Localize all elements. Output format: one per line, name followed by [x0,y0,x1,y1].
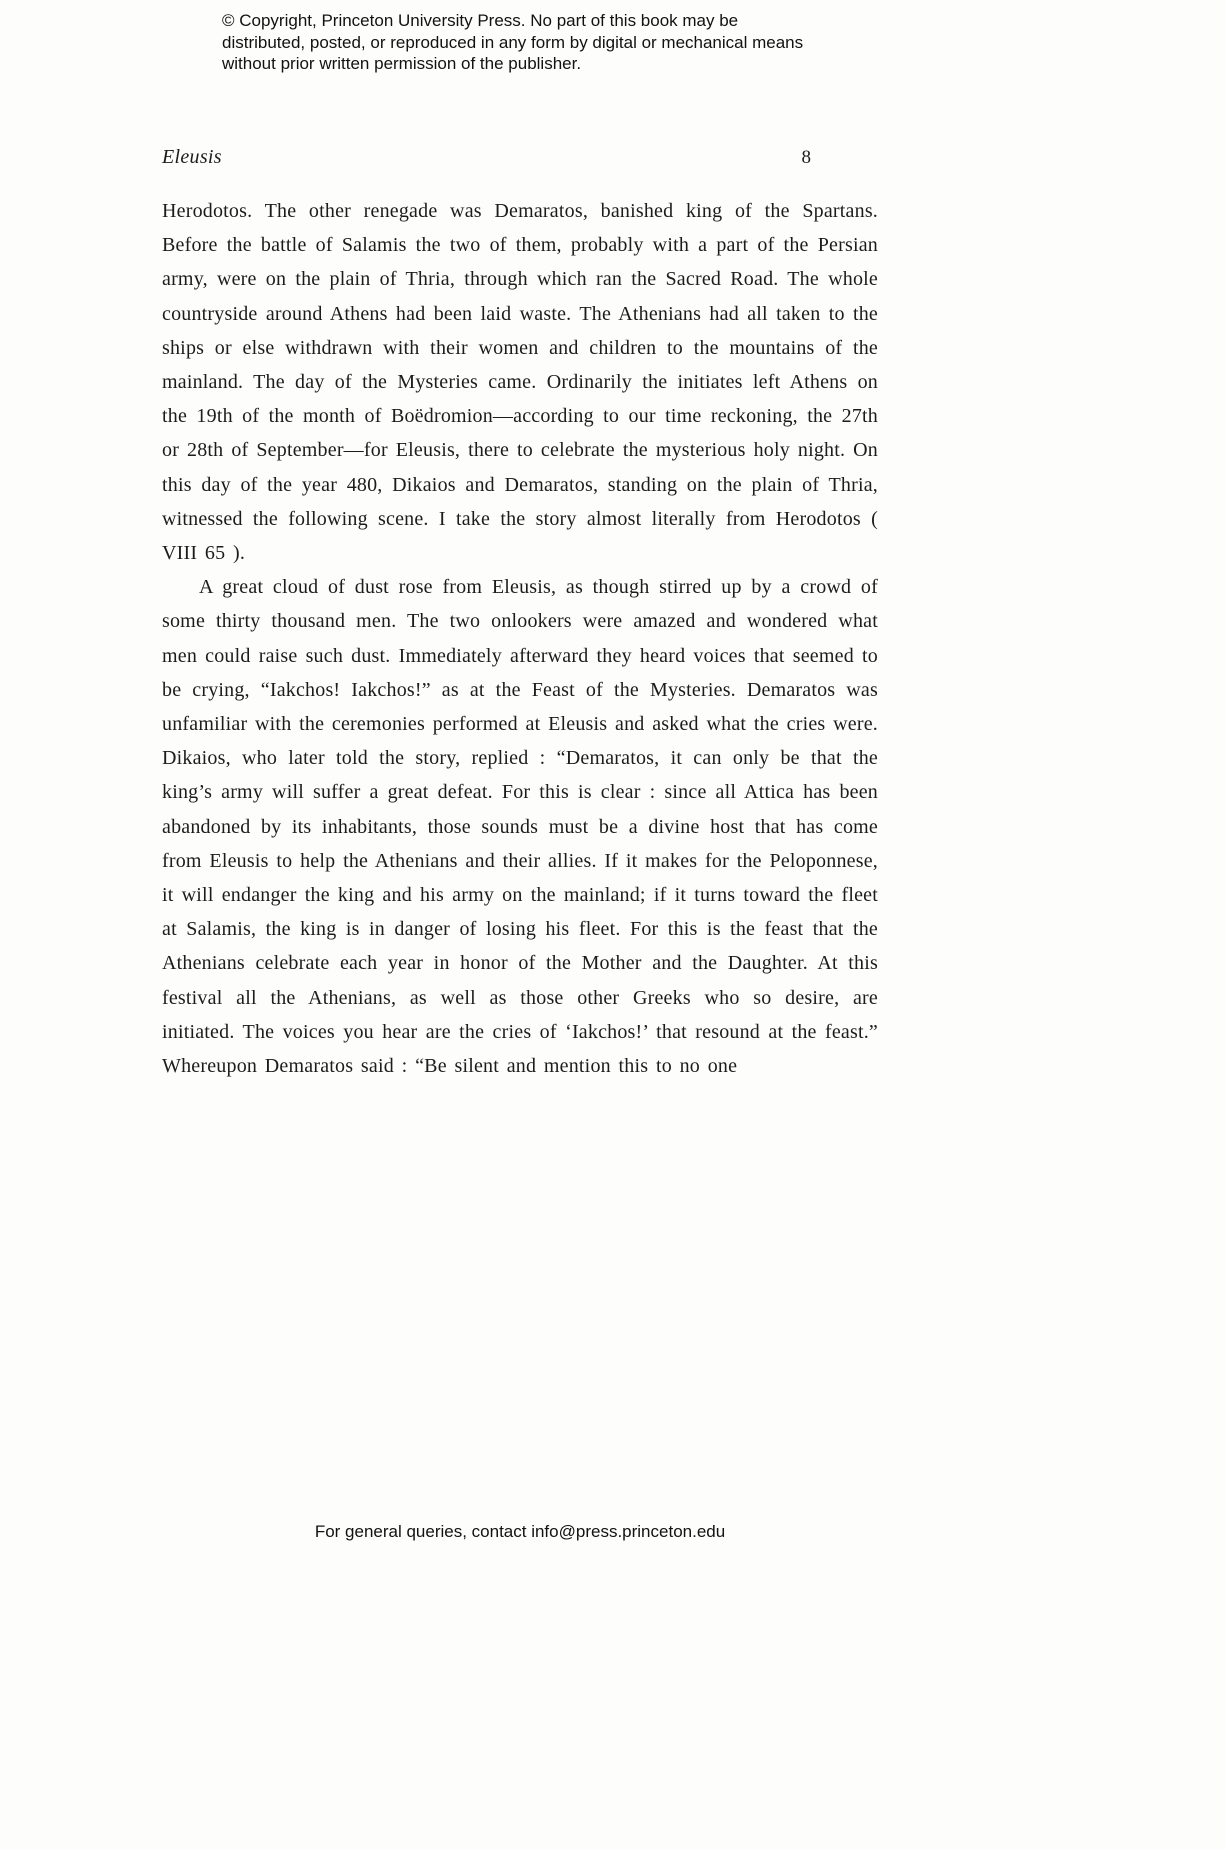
footer-text: For general queries, contact info@press.princeton.edu [314,1522,726,1541]
paragraph-2: A great cloud of dust rose from Eleusis, as though stirred up by a crowd of some thirty thousand men. The two onlookers were amazed and wondered what men could raise such dust. Immediately afterward they heard voices that seemed to be crying, “Iakchos! Iakchos!” as at the Feast of the Mysteries. Demaratos was unfamiliar with the ceremonies performed at Eleusis and asked what the cries were. Dikaios, who later told the story, replied : “Demaratos, it can only be that the king’s army will suffer a great defeat. For this is clear : since all Attica has been abandoned by its inhabitants, those sounds must be a divine host that has come from Eleusis to help the Athenians and their allies. If it makes for the Peloponnese, it will endanger the king and his army on the mainland; if it turns toward the fleet at Salamis, the king is in danger of losing his fleet. For this is the feast that the Athenians celebrate each year in honor of the Mother and the Daughter. At this festival all the Athenians, as well as those other Greeks who so desire, are initiated. The voices you hear are the cries of ‘Iakchos!’ that resound at the feast.” Whereupon Demaratos said : “Be silent and mention this to no one [162,576,878,1078]
paragraph-1: Herodotos. The other renegade was Demaratos, banished king of the Spartans. Before the battle of Salamis the two of them, probably with a part of the Persian army, were on the plain of Thria, through which ran the Sacred Road. The whole countryside around Athens had been laid waste. The Athenians had all taken to the ships or else withdrawn with their women and children to the mountains of the mainland. The day of the Mysteries came. Ordinarily the initiates left Athens on the 19th of the month of Boëdromion—according to our time reckoning, the 27th or 28th of September—for Eleusis, there to celebrate the mysterious holy night. On this day of the year 480, Dikaios and Demaratos, standing on the plain of Thria, witnessed the following scene. I take the story almost literally from Herodotos ( VIII 65 ). [162,200,878,565]
copyright-notice: © Copyright, Princeton University Press. No part of this book may be distributed, posted, or reproduced in any form by digital or mechanical means without prior written permission of the publisher. [222,11,804,73]
page-number: 8 [801,147,811,168]
footer-contact [162,1522,878,1542]
body-text [162,194,878,1083]
running-header [162,146,878,169]
running-header-title: Eleusis [162,146,222,168]
